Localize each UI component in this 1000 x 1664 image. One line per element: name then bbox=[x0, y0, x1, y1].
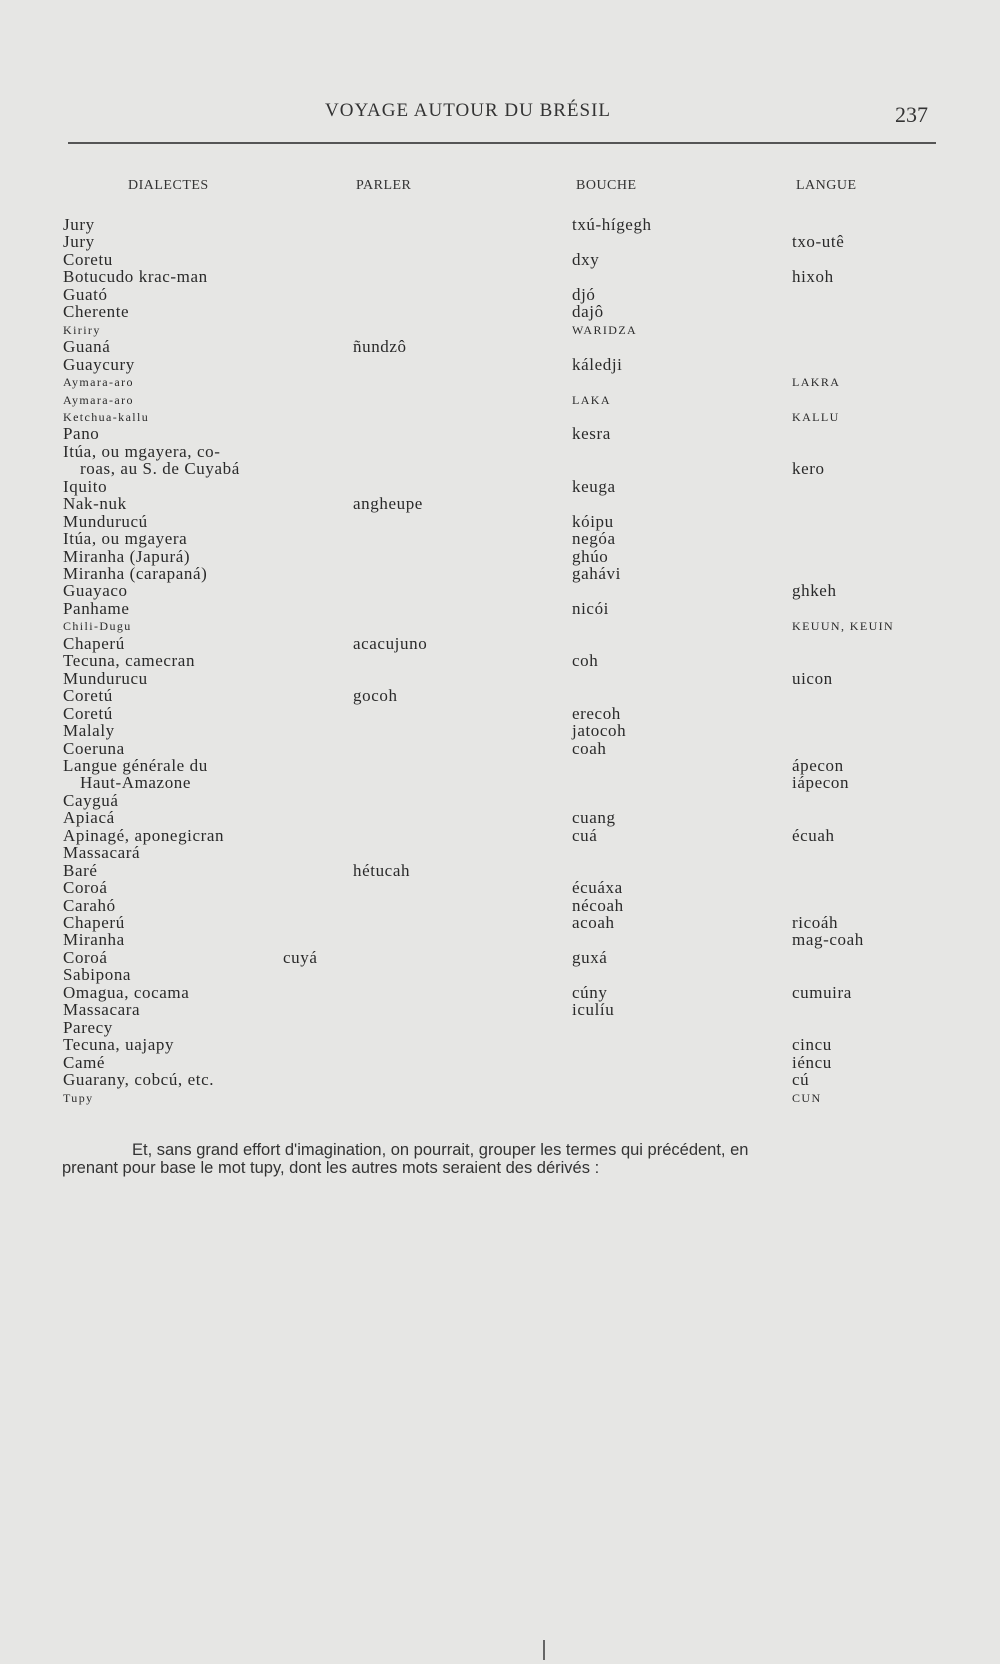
print-mark bbox=[543, 1640, 545, 1660]
dialect-cell: Kiriry bbox=[63, 322, 101, 337]
langue-cell: CUN bbox=[792, 1090, 822, 1105]
table-row bbox=[0, 617, 1000, 635]
dialect-cell: Itúa, ou mgayera bbox=[63, 529, 188, 549]
dialect-cell: Langue générale du bbox=[63, 755, 208, 775]
bouche-cell: dajô bbox=[572, 302, 604, 322]
table-row bbox=[0, 984, 1000, 1002]
bouche-cell: káledji bbox=[572, 354, 623, 374]
table-row bbox=[0, 722, 1000, 740]
langue-cell: ricoáh bbox=[792, 913, 839, 932]
bouche-cell: gahávi bbox=[572, 564, 621, 583]
dialect-cell: Tecuna, camecran bbox=[63, 651, 196, 671]
dialect-cell: Miranha (Japurá) bbox=[63, 546, 191, 566]
running-head bbox=[0, 100, 1000, 130]
bouche-cell: acoah bbox=[572, 913, 615, 932]
dialect-cell: Camé bbox=[63, 1052, 106, 1072]
langue-cell: écuah bbox=[792, 825, 835, 845]
table-row bbox=[0, 425, 1000, 443]
table-row bbox=[0, 774, 1000, 792]
bouche-cell: dxy bbox=[572, 249, 600, 269]
dialect-cell: Chaperú bbox=[63, 633, 125, 653]
table-row bbox=[0, 565, 1000, 583]
table-row bbox=[0, 931, 1000, 949]
table-row bbox=[0, 740, 1000, 758]
dialect-cell: Jury bbox=[63, 215, 95, 234]
table-row bbox=[0, 635, 1000, 653]
bouche-cell: keuga bbox=[572, 476, 616, 496]
bouche-cell: iculíu bbox=[572, 1000, 615, 1020]
bouche-cell: cúny bbox=[572, 982, 608, 1002]
langue-cell: iápecon bbox=[792, 773, 850, 793]
table-row bbox=[0, 827, 1000, 845]
dialect-cell: Mundurucu bbox=[63, 668, 148, 688]
parler-cell: gocoh bbox=[353, 686, 398, 706]
dialect-cell: Itúa, ou mgayera, co- bbox=[63, 441, 221, 461]
langue-cell: ghkeh bbox=[792, 581, 837, 601]
dialect-cell: Iquito bbox=[63, 476, 108, 496]
bouche-cell: coh bbox=[572, 651, 599, 671]
table-row bbox=[0, 408, 1000, 426]
dialect-cell: Coroá bbox=[63, 947, 108, 967]
table-row bbox=[0, 530, 1000, 548]
dialect-cell: Haut-Amazone bbox=[80, 773, 192, 793]
parler-cell: angheupe bbox=[353, 494, 423, 514]
dialect-cell: Ketchua-kallu bbox=[63, 409, 150, 424]
dialect-cell: roas, au S. de Cuyabá bbox=[80, 459, 240, 479]
table-row bbox=[0, 443, 1000, 461]
table-row bbox=[0, 1071, 1000, 1089]
bouche-cell: LAKA bbox=[572, 392, 611, 407]
langue-cell: KEUUN, KEUIN bbox=[792, 619, 895, 634]
header-rule bbox=[68, 142, 936, 144]
bouche-cell: nicói bbox=[572, 598, 609, 618]
body-paragraph bbox=[62, 1141, 938, 1177]
table-row bbox=[0, 233, 1000, 251]
bouche-cell: negóa bbox=[572, 529, 616, 549]
dialect-cell: Chili-Dugu bbox=[63, 619, 132, 634]
bouche-cell: kóipu bbox=[572, 511, 614, 531]
langue-cell: LAKRA bbox=[792, 375, 841, 390]
parler-cell: acacujuno bbox=[353, 633, 428, 653]
table-row bbox=[0, 356, 1000, 374]
langue-cell: cumuira bbox=[792, 982, 852, 1002]
dialect-cell: Botucudo krac-man bbox=[63, 267, 208, 287]
table-row bbox=[0, 1019, 1000, 1037]
dialect-cell: Cayguá bbox=[63, 790, 119, 810]
table-row bbox=[0, 338, 1000, 356]
dialect-cell: Tecuna, uajapy bbox=[63, 1035, 175, 1055]
table-row bbox=[0, 391, 1000, 409]
dialect-cell: Coroá bbox=[63, 878, 108, 898]
table-row bbox=[0, 1054, 1000, 1072]
bouche-cell: kesra bbox=[572, 424, 611, 444]
table-row bbox=[0, 1089, 1000, 1107]
dialect-cell: Apiacá bbox=[63, 808, 115, 828]
dialect-cell: Miranha (carapaná) bbox=[63, 564, 208, 583]
dialect-cell: Apinagé, aponegicran bbox=[63, 825, 225, 845]
dialect-cell: Coretú bbox=[63, 703, 113, 723]
table-row bbox=[0, 792, 1000, 810]
langue-cell: cú bbox=[792, 1070, 810, 1090]
bouche-cell: cuá bbox=[572, 825, 598, 845]
dialect-cell: Miranha bbox=[63, 930, 125, 950]
table-row bbox=[0, 809, 1000, 827]
dialect-cell: Guayaco bbox=[63, 581, 128, 601]
dialect-cell: Guaycury bbox=[63, 354, 135, 374]
bouche-cell: WARIDZA bbox=[572, 322, 638, 337]
table-row bbox=[0, 757, 1000, 775]
page-number: 237 bbox=[895, 102, 928, 127]
bouche-cell: ghúo bbox=[572, 546, 609, 566]
table-row bbox=[0, 548, 1000, 566]
column-header-langue: LANGUE bbox=[796, 178, 857, 193]
bouche-cell: écuáxa bbox=[572, 878, 623, 898]
table-row bbox=[0, 460, 1000, 478]
table-row bbox=[0, 478, 1000, 496]
langue-cell: ápecon bbox=[792, 755, 844, 775]
table-row bbox=[0, 914, 1000, 932]
langue-cell: kero bbox=[792, 459, 825, 479]
dialect-cell: Guaná bbox=[63, 337, 111, 357]
dialect-cell: Jury bbox=[63, 232, 95, 252]
bouche-cell: jatocoh bbox=[572, 721, 627, 741]
langue-cell: cincu bbox=[792, 1035, 832, 1055]
dialect-cell: Panhame bbox=[63, 598, 130, 618]
bouche-cell: coah bbox=[572, 738, 607, 758]
column-header-bouche: BOUCHE bbox=[576, 178, 637, 193]
table-row bbox=[0, 897, 1000, 915]
dialect-cell: Mundurucú bbox=[63, 511, 148, 531]
column-header-parler: PARLER bbox=[356, 178, 412, 193]
table-row bbox=[0, 373, 1000, 391]
dialect-cell: Pano bbox=[63, 424, 100, 444]
table-row bbox=[0, 862, 1000, 880]
dialect-cell: Massacara bbox=[63, 1000, 141, 1020]
table-row bbox=[0, 286, 1000, 304]
dialect-cell: Baré bbox=[63, 860, 98, 880]
table-row bbox=[0, 303, 1000, 321]
table-row bbox=[0, 705, 1000, 723]
langue-cell: uicon bbox=[792, 668, 833, 688]
parler-cell: cuyá bbox=[283, 947, 318, 967]
dialect-cell: Sabipona bbox=[63, 965, 132, 985]
langue-cell: txo-utê bbox=[792, 232, 845, 252]
langue-cell: mag-coah bbox=[792, 930, 864, 950]
langue-cell: KALLU bbox=[792, 409, 840, 424]
bouche-cell: cuang bbox=[572, 808, 616, 828]
dialect-cell: Coretu bbox=[63, 249, 113, 269]
bouche-cell: txú-hígegh bbox=[572, 215, 652, 234]
paragraph-line: Et, sans grand effort d'imagination, on pourrait, grouper les termes qui précédent, en bbox=[132, 1141, 749, 1159]
dialect-cell: Guarany, cobcú, etc. bbox=[63, 1070, 215, 1090]
dialect-cell: Coretú bbox=[63, 686, 113, 706]
dialect-cell: Carahó bbox=[63, 895, 116, 915]
table-row bbox=[0, 844, 1000, 862]
table-row bbox=[0, 966, 1000, 984]
dialect-cell: Coeruna bbox=[63, 738, 125, 758]
parler-cell: hétucah bbox=[353, 860, 411, 880]
table-row bbox=[0, 582, 1000, 600]
dialect-cell: Aymara-aro bbox=[63, 375, 134, 390]
paragraph-line: prenant pour base le mot tupy, dont les autres mots seraient des dérivés : bbox=[62, 1159, 600, 1177]
bouche-cell: erecoh bbox=[572, 703, 621, 723]
table-row bbox=[0, 251, 1000, 269]
bouche-cell: djó bbox=[572, 284, 596, 304]
dialect-cell: Parecy bbox=[63, 1017, 113, 1037]
bouche-cell: nécoah bbox=[572, 895, 624, 915]
table-row bbox=[0, 600, 1000, 618]
table-row bbox=[0, 495, 1000, 513]
dialect-cell: Massacará bbox=[63, 843, 141, 863]
table-row bbox=[0, 321, 1000, 339]
table-row bbox=[0, 652, 1000, 670]
dialect-cell: Chaperú bbox=[63, 913, 125, 932]
table-row bbox=[0, 216, 1000, 234]
langue-cell: hixoh bbox=[792, 267, 834, 287]
table-row bbox=[0, 687, 1000, 705]
table-row bbox=[0, 268, 1000, 286]
table-row bbox=[0, 1001, 1000, 1019]
dialect-cell: Malaly bbox=[63, 721, 115, 741]
dialect-cell: Guató bbox=[63, 284, 108, 304]
table-row bbox=[0, 1036, 1000, 1054]
parler-cell: ñundzô bbox=[353, 337, 407, 357]
langue-cell: iéncu bbox=[792, 1052, 832, 1072]
dialect-cell: Tupy bbox=[63, 1090, 94, 1105]
dialect-cell: Cherente bbox=[63, 302, 130, 322]
dialect-cell: Nak-nuk bbox=[63, 494, 127, 514]
column-header-dialectes: DIALECTES bbox=[128, 178, 209, 193]
table-row bbox=[0, 670, 1000, 688]
table-row bbox=[0, 513, 1000, 531]
bouche-cell: guxá bbox=[572, 947, 608, 967]
dialect-cell: Aymara-aro bbox=[63, 392, 134, 407]
dialect-cell: Omagua, cocama bbox=[63, 982, 190, 1002]
table-row bbox=[0, 949, 1000, 967]
table-row bbox=[0, 879, 1000, 897]
page-title: VOYAGE AUTOUR DU BRÉSIL bbox=[325, 100, 612, 121]
